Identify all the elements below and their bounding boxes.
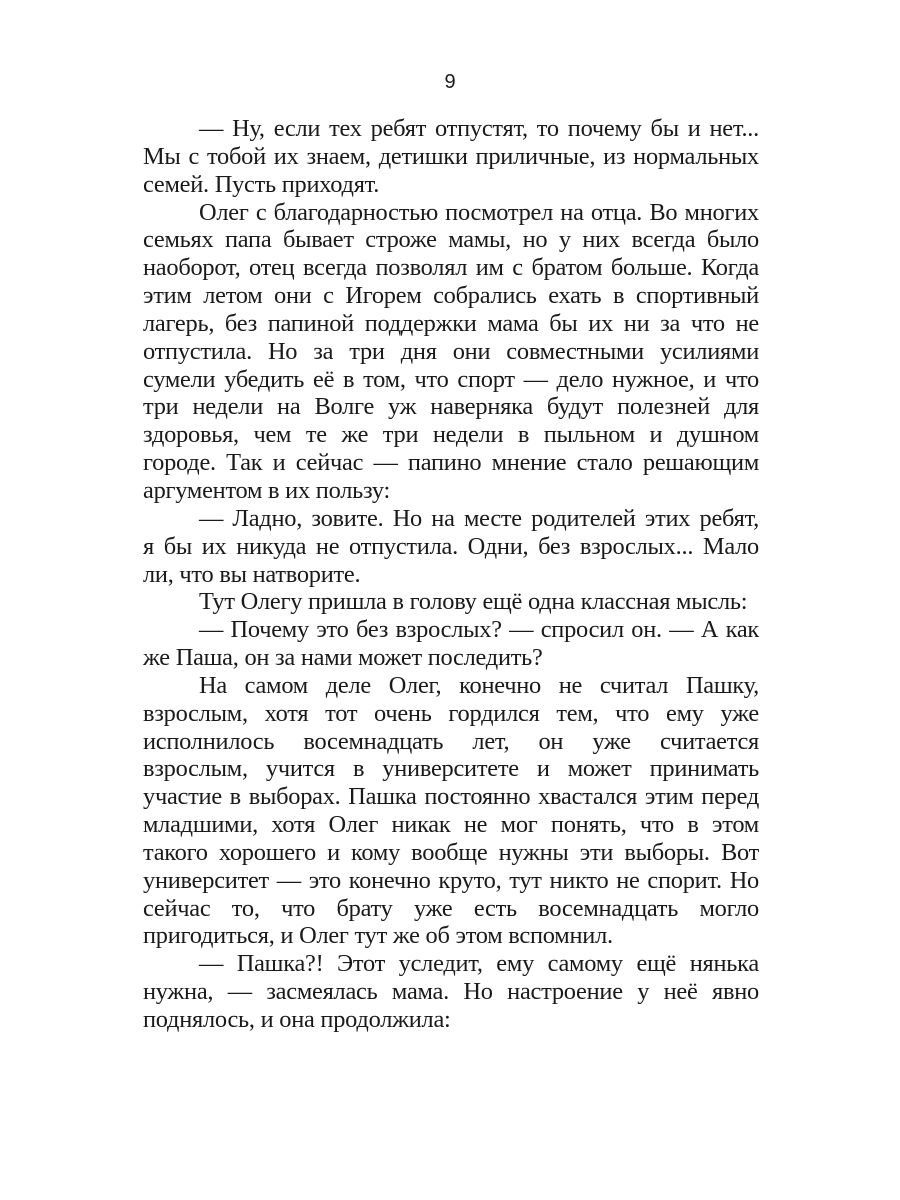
- text-line: — Почему это без взрослых? — спросил он. — А как: [199, 616, 759, 644]
- text-line: этим летом они с Игорем собрались ехать в спортивный: [143, 282, 759, 310]
- text-line: такого хорошего и кому вообще нужны эти выборы. Вот: [143, 838, 759, 866]
- text-line: исполнилось восемнадцать лет, он уже считается: [143, 727, 759, 755]
- paragraph: [143, 616, 759, 672]
- text-line: лагерь, без папиной поддержки мама бы их ни за что не: [143, 309, 759, 337]
- page-number: 9: [444, 71, 456, 93]
- text-line: семьях папа бывает строже мамы, но у них всегда было: [143, 226, 759, 254]
- text-line: три недели на Волге уж наверняка будут полезней для: [143, 393, 759, 421]
- text-line: нужна, — засмеялась мама. Но настроение у неё явно: [143, 978, 759, 1006]
- text-line: же Паша, он за нами может последить?: [143, 644, 543, 672]
- text-line: Олег с благодарностью посмотрел на отца. Во многих: [199, 198, 759, 226]
- text-line: — Ладно, зовите. Но на месте родителей этих ребят,: [199, 504, 759, 532]
- text-line: университет — это конечно круто, тут никто не спорит. Но: [143, 866, 759, 894]
- text-line: семей. Пусть приходят.: [143, 170, 380, 198]
- text-line: я бы их никуда не отпустила. Одни, без взрослых... Мало: [143, 532, 759, 560]
- text-line: — Пашка?! Этот уследит, ему самому ещё нянька: [199, 950, 759, 978]
- text-line: аргументом в их пользу:: [143, 476, 391, 504]
- text-line: На самом деле Олег, конечно не считал Пашку,: [199, 671, 759, 699]
- text-line: Тут Олегу пришла в голову ещё одна классная мысль:: [199, 588, 748, 616]
- text-line: взрослым, хотя тот очень гордился тем, что ему уже: [143, 699, 759, 727]
- text-line: участие в выборах. Пашка постоянно хвастался этим перед: [143, 783, 759, 811]
- text-line: младшими, хотя Олег никак не мог понять, что в этом: [143, 811, 759, 839]
- text-line: Мы с тобой их знаем, детишки приличные, из нормальных: [143, 142, 759, 170]
- text-line: наоборот, отец всегда позволял им с братом больше. Когда: [143, 254, 759, 282]
- text-body: [143, 115, 759, 1034]
- paragraph: [143, 199, 759, 505]
- paragraph: [143, 115, 759, 199]
- text-line: пригодиться, и Олег тут же об этом вспомнил.: [143, 922, 613, 950]
- paragraph: [143, 588, 759, 616]
- paragraph: [143, 505, 759, 589]
- text-line: сейчас то, что брату уже есть восемнадцать могло: [143, 894, 759, 922]
- text-line: поднялось, и она продолжила:: [143, 1006, 451, 1033]
- text-line: отпустила. Но за три дня они совместными усилиями: [143, 337, 759, 365]
- text-line: сумели убедить её в том, что спорт — дело нужное, и что: [143, 365, 759, 393]
- text-line: — Ну, если тех ребят отпустят, то почему бы и нет...: [199, 115, 759, 142]
- text-line: взрослым, учится в университете и может принимать: [143, 755, 759, 783]
- paragraph: [143, 950, 759, 1034]
- text-line: городе. Так и сейчас — папино мнение стало решающим: [143, 449, 759, 477]
- text-line: здоровья, чем те же три недели в пыльном и душном: [143, 421, 759, 449]
- paragraph: [143, 672, 759, 950]
- text-line: ли, что вы натворите.: [143, 560, 361, 588]
